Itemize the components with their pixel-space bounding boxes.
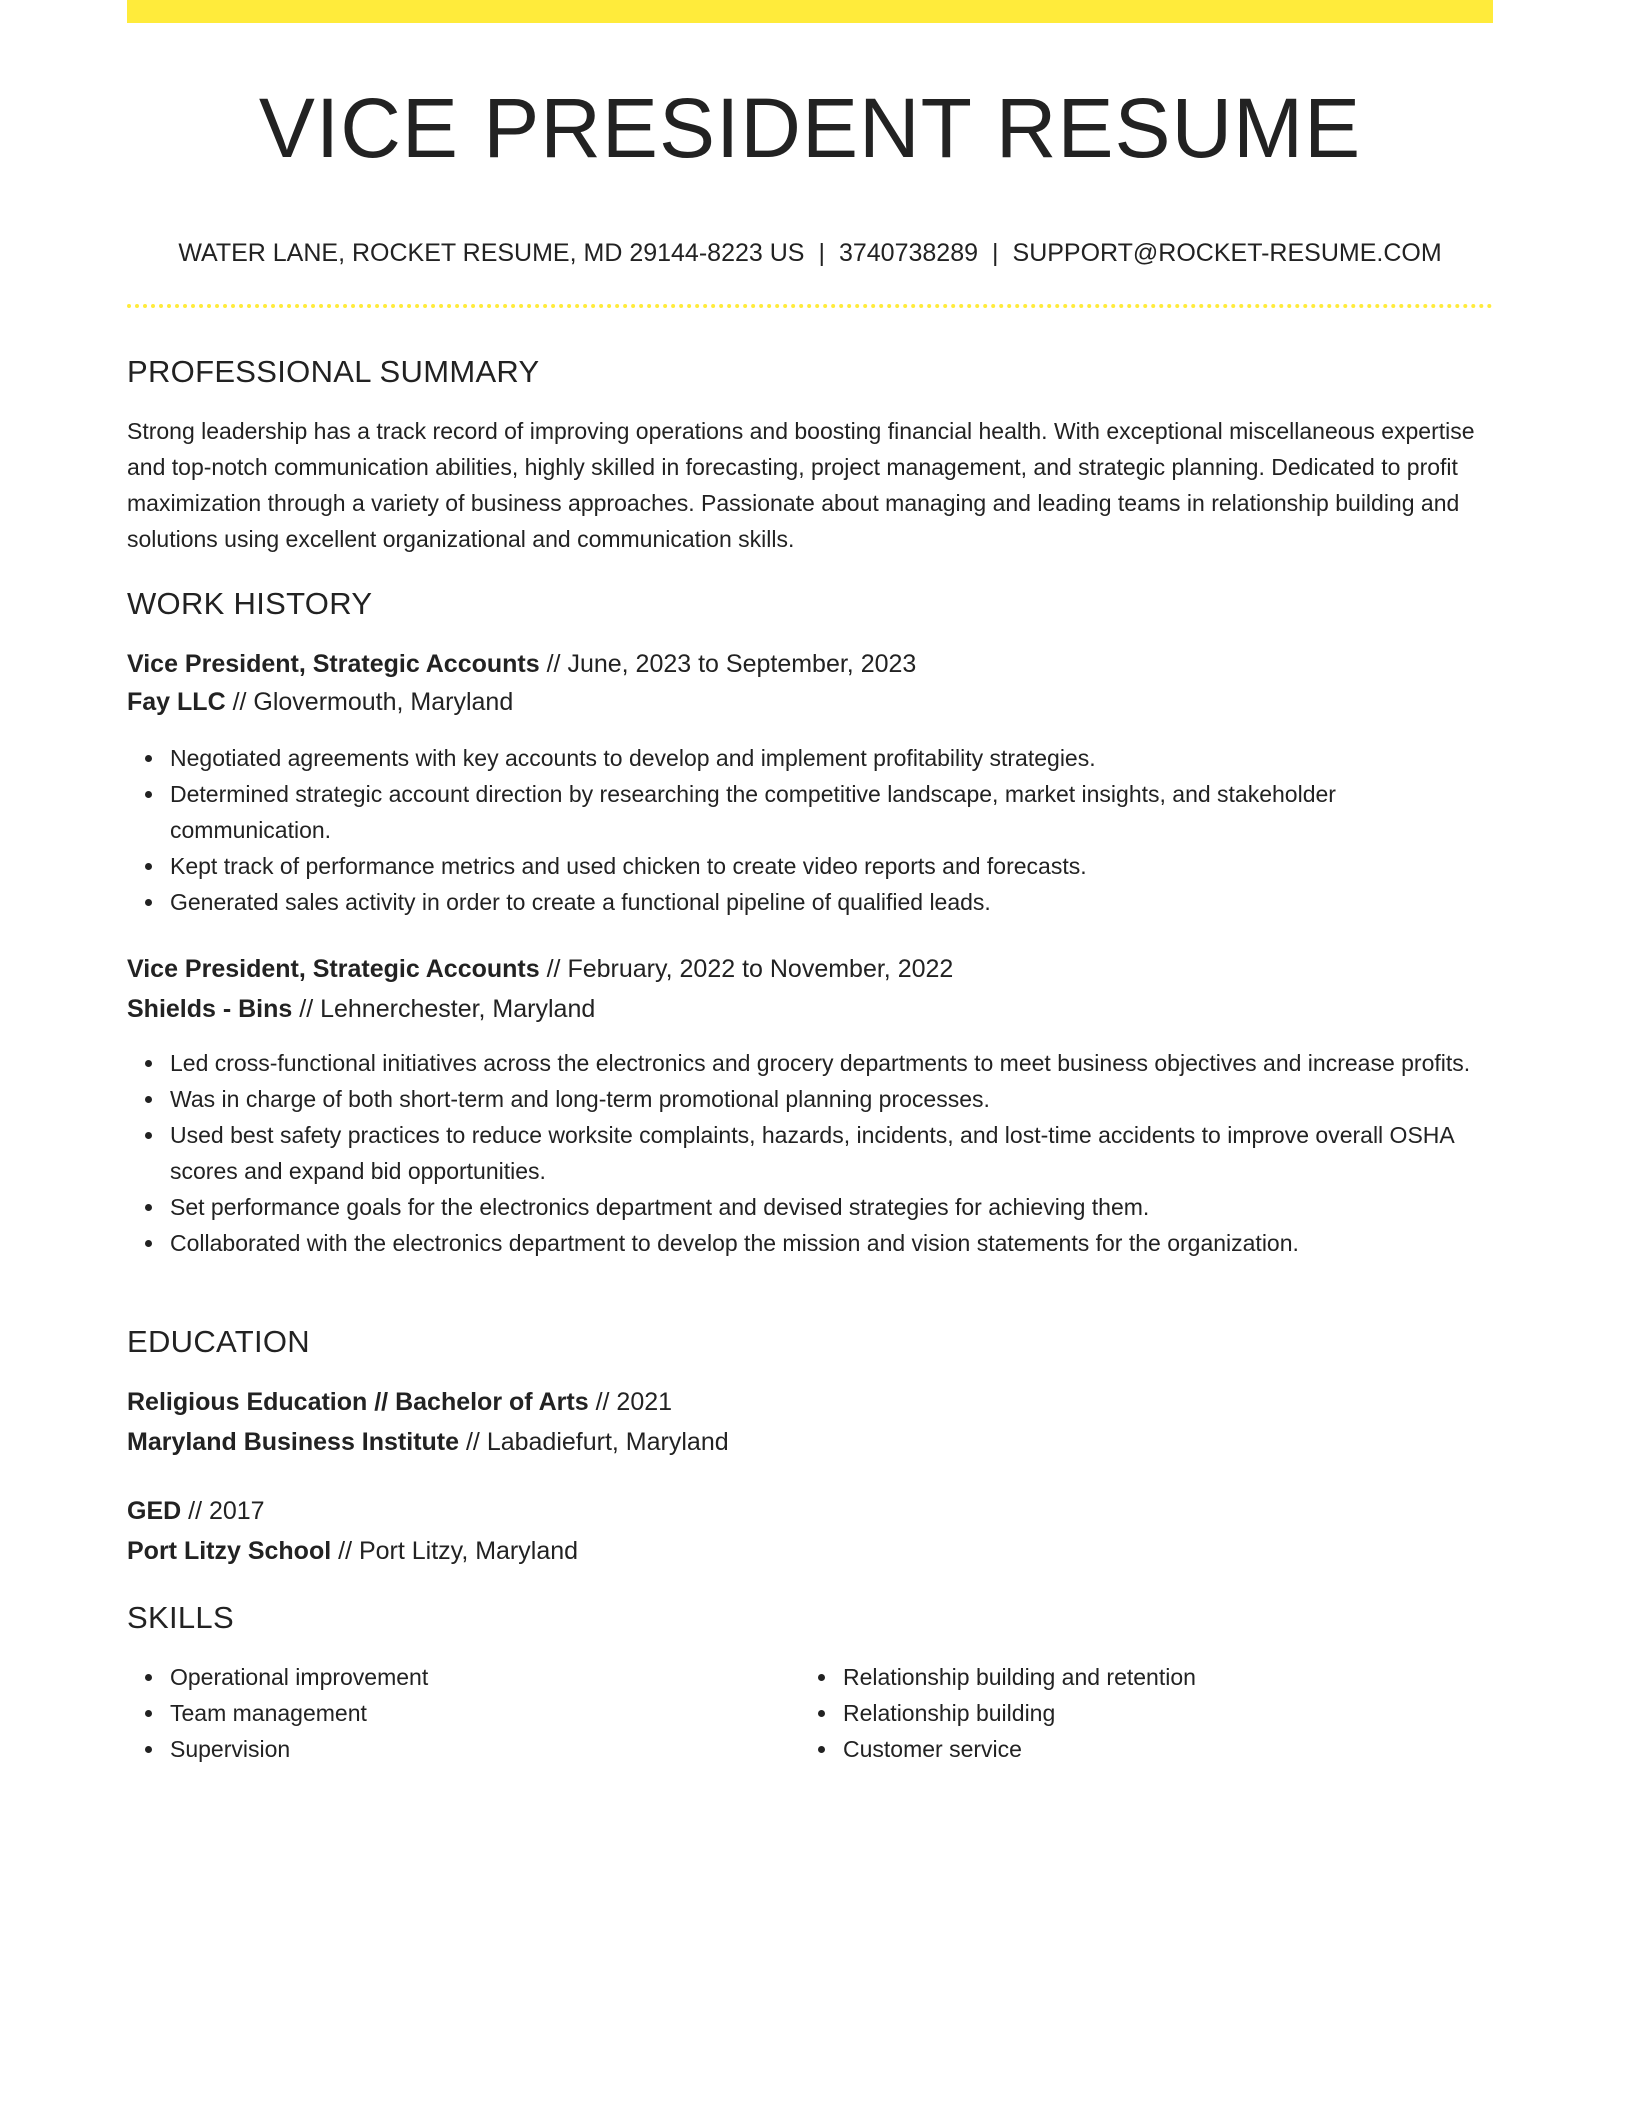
job-2-bullets [127,1045,1493,1261]
job-1-company: Fay LLC [127,688,226,716]
education-1-location: // Labadiefurt, Maryland [459,1428,729,1456]
skill-item: Customer service [800,1731,1493,1767]
job-2-title: Vice President, Strategic Accounts [127,955,540,983]
education-2-year: // 2017 [181,1497,265,1525]
contact-email: SUPPORT@ROCKET-RESUME.COM [1012,239,1442,267]
skill-item: Operational improvement [127,1659,797,1695]
skills-heading: SKILLS [127,1600,234,1635]
education-2-degree-line [127,1493,265,1529]
skills-right-list [800,1659,1493,1767]
contact-separator: | [992,239,999,267]
resume-title: VICE PRESIDENT RESUME [258,81,1362,175]
education-2-school: Port Litzy School [127,1537,332,1565]
contact-phone: 3740738289 [838,239,979,267]
skill-item: Supervision [127,1731,797,1767]
education-1-school: Maryland Business Institute [127,1428,460,1456]
job-1-title-line [127,646,916,682]
list-item: Kept track of performance metrics and used chicken to create video reports and forecasts. [127,848,1493,884]
education-1-degree-line [127,1384,672,1420]
contact-separator: | [818,239,825,267]
list-item: Used best safety practices to reduce worksite complaints, hazards, incidents, and lost-time accidents to improve overall OSHA scores and expand bid opportunities. [127,1117,1493,1189]
skill-item: Relationship building and retention [800,1659,1493,1695]
list-item: Set performance goals for the electronics department and devised strategies for achieving them. [127,1189,1493,1225]
contact-line [127,236,1493,270]
summary-text: Strong leadership has a track record of improving operations and boosting financial health. With exceptional miscellaneous expertise and top-notch communication abilities, highly skilled in forecasting, project management, and strategic planning. Dedicated to profit maximization through a variety of business approaches. Passionate about managing and leading teams in relationship building and solutions using excellent organizational and communication skills. [127,418,1475,552]
job-2-location: // Lehnerchester, Maryland [292,995,596,1023]
job-1-dates: // June, 2023 to September, 2023 [539,650,917,678]
skill-item: Team management [127,1695,797,1731]
job-1-company-line [127,684,513,720]
list-item: Determined strategic account direction by researching the competitive landscape, market insights, and stakeholder communication. [127,776,1493,848]
education-2-school-line [127,1533,578,1569]
education-2-location: // Port Litzy, Maryland [331,1537,579,1565]
accent-top-bar [127,0,1493,23]
education-1-year: // 2021 [588,1388,673,1416]
header-divider [127,304,1493,308]
list-item: Led cross-functional initiatives across the electronics and grocery departments to meet business objectives and increase profits. [127,1045,1493,1081]
job-2-dates: // February, 2022 to November, 2022 [539,955,954,983]
education-1-degree: Religious Education // Bachelor of Arts [127,1388,589,1416]
education-2-degree: GED [127,1497,182,1525]
list-item: Generated sales activity in order to create a functional pipeline of qualified leads. [127,884,1493,920]
skills-left-list [127,1659,797,1767]
job-2-company: Shields - Bins [127,995,293,1023]
work-history-heading: WORK HISTORY [127,586,373,621]
list-item: Collaborated with the electronics department to develop the mission and vision statements for the organization. [127,1225,1493,1261]
job-1-bullets [127,740,1493,920]
education-1-school-line [127,1424,729,1460]
summary-heading: PROFESSIONAL SUMMARY [127,354,540,389]
job-1-location: // Glovermouth, Maryland [225,688,514,716]
education-heading: EDUCATION [127,1324,310,1359]
contact-address: WATER LANE, ROCKET RESUME, MD 29144-8223 US [178,239,805,267]
skill-item: Relationship building [800,1695,1493,1731]
job-1-title: Vice President, Strategic Accounts [127,650,540,678]
list-item: Was in charge of both short-term and long-term promotional planning processes. [127,1081,1493,1117]
list-item: Negotiated agreements with key accounts to develop and implement profitability strategies. [127,740,1493,776]
job-2-company-line [127,991,595,1027]
job-2-title-line [127,951,953,987]
